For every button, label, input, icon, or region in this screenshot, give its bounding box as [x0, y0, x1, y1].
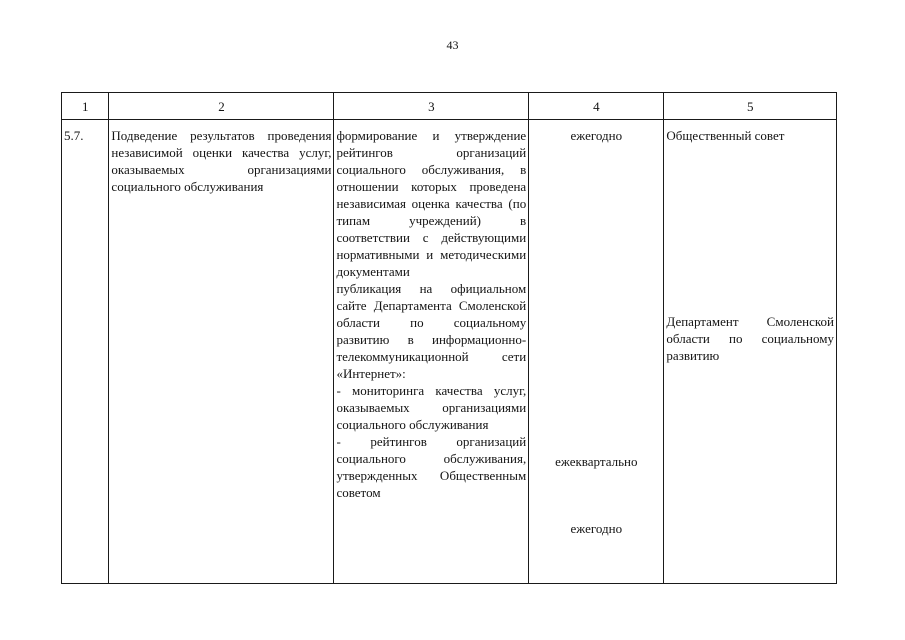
responsible-department-line3: развитию	[666, 348, 720, 363]
table-row	[62, 120, 837, 584]
responsible-department	[666, 313, 834, 364]
responsible-department-line2: области по социальному	[666, 331, 834, 346]
header-col-1: 1	[62, 93, 109, 120]
content-block-monitoring: - мониторинга качества услуг, оказываемых организациями социального обслуживания	[336, 383, 527, 432]
row-number	[62, 120, 109, 584]
responsible-public-council: Общественный совет	[666, 128, 785, 143]
header-col-3: 3	[334, 93, 529, 120]
table-header-row	[62, 93, 837, 120]
content-block-publication: публикация на официальном сайте Департамента Смоленской области по социальному развитию в информационно-телекоммуникационной сети «Интернет»:	[336, 281, 527, 381]
frequency-annual-1: ежегодно	[570, 128, 623, 143]
frequency-quarterly: ежеквартально	[555, 454, 638, 469]
content-block-ratings: формирование и утверждение рейтингов организаций социального обслуживания, в отношении которых проведена независимая оценка качества (по типам учреждений) в соответствии с действующими нормативными и методическими документами	[336, 128, 527, 279]
measures-table	[61, 92, 837, 584]
event-cell	[109, 120, 334, 584]
content-block-ratings-approved: - рейтингов организаций социального обслуживания, утвержденных Общественным советом	[336, 434, 527, 500]
header-col-4: 4	[529, 93, 664, 120]
page-number: 43	[446, 38, 459, 52]
event-text: Подведение результатов проведения независимой оценки качества услуг, оказываемых организациями социального обслуживания	[111, 128, 332, 194]
frequency-annual-2: ежегодно	[570, 521, 623, 536]
responsible-department-line1: Департамент Смоленской	[666, 314, 834, 329]
frequency-cell	[529, 120, 664, 584]
header-col-5: 5	[664, 93, 837, 120]
content-cell	[334, 120, 529, 584]
header-col-2: 2	[109, 93, 334, 120]
row-number-text: 5.7.	[64, 128, 84, 143]
responsible-cell	[664, 120, 837, 584]
